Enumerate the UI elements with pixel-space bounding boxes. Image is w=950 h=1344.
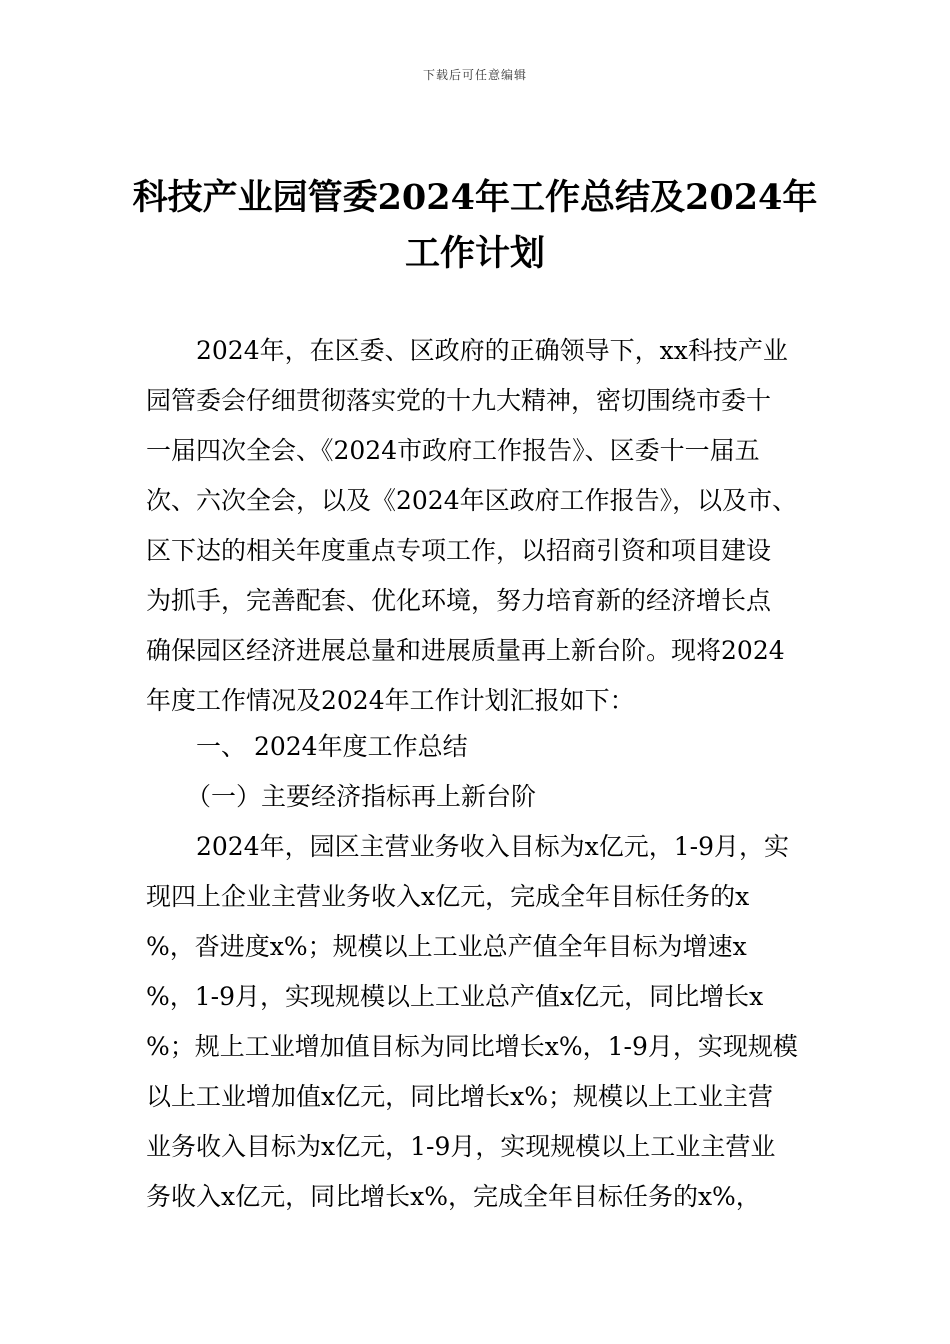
text-line: %，沓进度x%；规模以上工业总产值全年目标为增速x [146, 932, 747, 961]
section-heading [146, 722, 836, 772]
subsection1-heading: （一）主要经济指标再上新台阶 [186, 782, 537, 811]
header-note: 下载后可任意编辑 [422, 68, 527, 82]
paragraph-indicators [146, 822, 836, 1222]
text-line: 园管委会仔细贯彻落实党的十九大精神，密切围绕市委十 [146, 386, 772, 415]
text-line: 年度工作情况及2024年工作计划汇报如下： [146, 686, 635, 715]
title-line: 工作计划 [404, 233, 545, 274]
text-line: 业务收入目标为x亿元，1-9月，实现规模以上工业主营业 [146, 1132, 776, 1161]
paragraph-intro [146, 326, 836, 726]
text-line: 现四上企业主营业务收入x亿元，完成全年目标任务的x [146, 882, 750, 911]
text-line: 一届四次全会、《2024市政府工作报告》、区委十一届五 [146, 436, 760, 465]
text-line: 次、六次全会，以及《2024年区政府工作报告》，以及市、 [146, 486, 798, 515]
section1-heading: 一、 2024年度工作总结 [196, 732, 468, 761]
text-line: 区下达的相关年度重点专项工作，以招商引资和项目建设 [146, 536, 772, 565]
text-line: 为抓手，完善配套、优化环境，努力培育新的经济增长点 [146, 586, 772, 615]
text-line: 务收入x亿元，同比增长x%，完成全年目标任务的x%， [146, 1182, 761, 1211]
text-line: 确保园区经济进展总量和进展质量再上新台阶。现将2024 [146, 636, 785, 665]
text-line: 以上工业增加值x亿元，同比增长x%；规模以上工业主营 [146, 1082, 773, 1111]
text-line: 2024年，在区委、区政府的正确领导下，xx科技产业 [196, 336, 788, 365]
title-line: 科技产业园管委2024年工作总结及2024年 [132, 177, 818, 218]
document-title [120, 170, 830, 282]
text-line: %；规上工业增加值目标为同比增长x%，1-9月，实现规模 [146, 1032, 798, 1061]
text-line: %，1-9月，实现规模以上工业总产值x亿元，同比增长x [146, 982, 764, 1011]
text-line: 2024年，园区主营业务收入目标为x亿元，1-9月，实 [196, 832, 789, 861]
subsection-heading [146, 772, 836, 822]
